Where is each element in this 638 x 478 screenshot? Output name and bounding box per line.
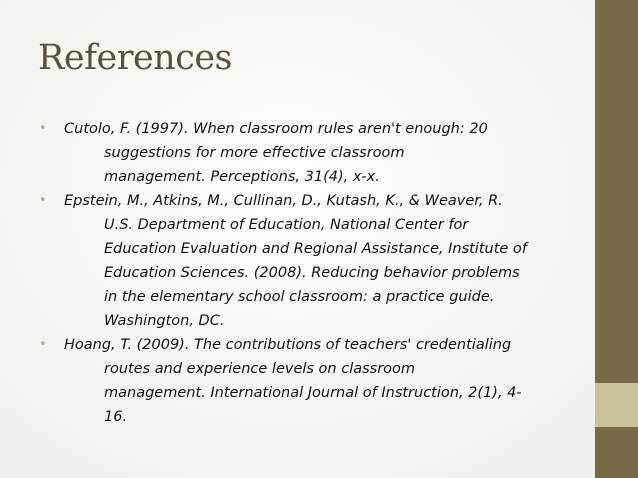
reference-line: Hoang, T. (2009). The contributions of teachers' credentialing [64, 337, 512, 353]
reference-line: Cutolo, F. (1997). When classroom rules aren't enough: 20 [64, 121, 488, 137]
bullet-icon: • [39, 337, 47, 352]
reference-line: management. International Journal of Instruction, 2(1), 4- [104, 385, 522, 401]
decorative-side-bar-accent [595, 383, 638, 427]
reference-line: Education Evaluation and Regional Assistance, Institute of [104, 241, 527, 257]
reference-line: suggestions for more effective classroom [104, 145, 405, 161]
reference-item [38, 189, 570, 333]
reference-line: Epstein, M., Atkins, M., Cullinan, D., Kutash, K., & Weaver, R. [64, 193, 503, 209]
reference-list [38, 117, 570, 429]
reference-line: in the elementary school classroom: a practice guide. [104, 289, 495, 305]
bullet-icon: • [39, 193, 47, 208]
reference-item [38, 333, 570, 429]
reference-line: 16. [104, 409, 128, 425]
bullet-icon: • [39, 121, 47, 136]
reference-line: Washington, DC. [104, 313, 225, 329]
reference-line: U.S. Department of Education, National Center for [104, 217, 469, 233]
reference-line: routes and experience levels on classroom [104, 361, 416, 377]
slide-title: References [38, 38, 232, 78]
reference-item [38, 117, 570, 189]
reference-line: management. Perceptions, 31(4), x-x. [104, 169, 380, 185]
reference-line: Education Sciences. (2008). Reducing behavior problems [104, 265, 520, 281]
